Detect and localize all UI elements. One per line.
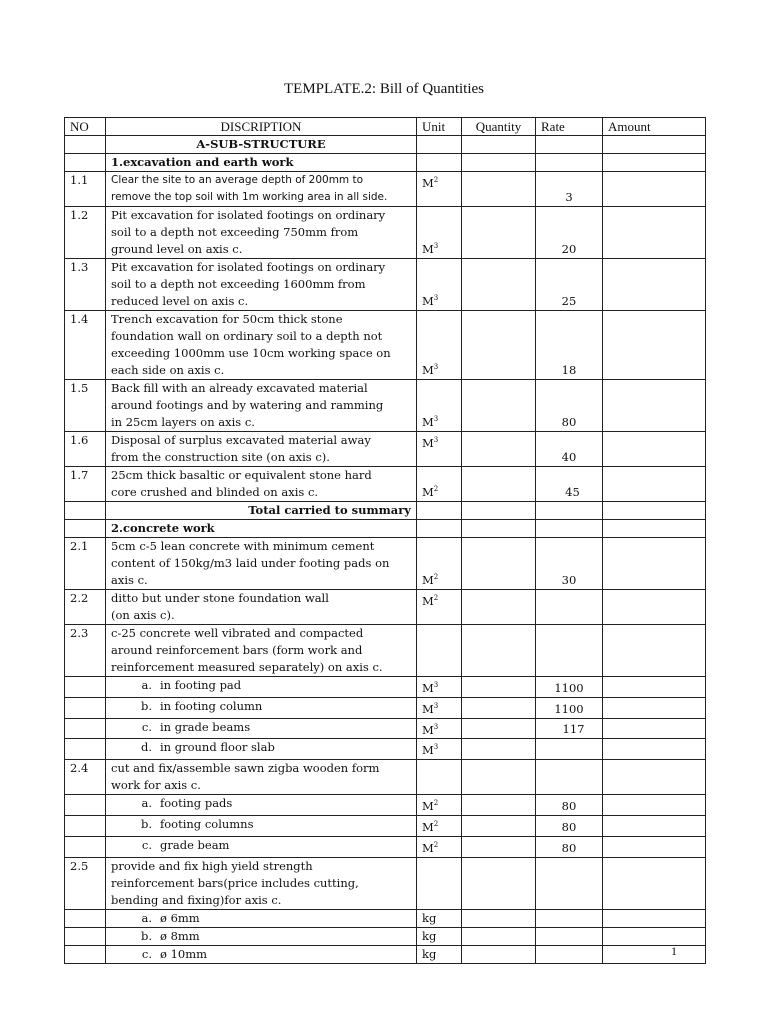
sub-item-row: [65, 909, 706, 927]
item-number: 1.6: [65, 432, 106, 467]
item-unit: $M^2$: [417, 816, 462, 837]
item-unit: $M^2$: [417, 795, 462, 816]
item-unit: $M^3$: [417, 432, 462, 467]
header-rate: Rate: [536, 118, 603, 136]
table-row: [65, 538, 706, 590]
header-quantity: Quantity: [462, 118, 536, 136]
item-amount: [603, 259, 706, 311]
item-description: 5cm c-5 lean concrete with minimum cement content of 150kg/m3 laid under footing pads on axis c.: [106, 538, 417, 590]
item-unit: $M^3$: [417, 739, 462, 760]
item-rate: 80: [536, 795, 603, 816]
item-description: cut and fix/assemble sawn zigba wooden form work for axis c.: [106, 760, 417, 795]
item-quantity: [462, 432, 536, 467]
sub-item-row: [65, 816, 706, 837]
item-rate: 80: [536, 380, 603, 432]
table-row: [65, 259, 706, 311]
sub-item-row: [65, 836, 706, 857]
item-quantity: [462, 259, 536, 311]
header-unit: Unit: [417, 118, 462, 136]
item-quantity: [462, 467, 536, 502]
sub-item-row: [65, 697, 706, 718]
header-no: NO: [65, 118, 106, 136]
item-unit: $M^3$: [417, 380, 462, 432]
item-description: Back fill with an already excavated material around footings and by watering and ramming in 25cm layers on axis c.: [106, 380, 417, 432]
item-number: 1.3: [65, 259, 106, 311]
bill-of-quantities-table: [64, 117, 706, 964]
item-description: Pit excavation for isolated footings on ordinary soil to a depth not exceeding 1600mm from reduced level on axis c.: [106, 259, 417, 311]
sub-item-row: [65, 945, 706, 963]
group-row: [65, 154, 706, 172]
item-unit: $M^3$: [417, 697, 462, 718]
item-unit: $M^2$: [417, 467, 462, 502]
item-number: 2.4: [65, 760, 106, 795]
item-rate: 80: [536, 836, 603, 857]
item-unit: $M^3$: [417, 259, 462, 311]
item-number: 2.5: [65, 857, 106, 909]
item-description: Pit excavation for isolated footings on ordinary soil to a depth not exceeding 750mm from ground level on axis c.: [106, 207, 417, 259]
item-number: 1.2: [65, 207, 106, 259]
group-title: 2.concrete work: [106, 520, 417, 538]
item-number: 2.3: [65, 625, 106, 677]
item-amount: [603, 380, 706, 432]
item-description: ditto but under stone foundation wall (on axis c).: [106, 590, 417, 625]
sub-item-row: [65, 718, 706, 739]
group-title: 1.excavation and earth work: [106, 154, 417, 172]
table-row: [65, 857, 706, 909]
item-rate: 18: [536, 311, 603, 380]
table-row: [65, 760, 706, 795]
item-number: 2.2: [65, 590, 106, 625]
sub-item-description: a. footing pads: [106, 795, 417, 816]
item-number: 1.7: [65, 467, 106, 502]
item-description: Disposal of surplus excavated material away from the construction site (on axis c).: [106, 432, 417, 467]
section-title: A-SUB-STRUCTURE: [106, 136, 417, 154]
item-amount: [603, 172, 706, 207]
item-unit: $M^3$: [417, 311, 462, 380]
item-rate: 1100: [536, 677, 603, 698]
item-quantity: [462, 207, 536, 259]
item-amount: [603, 590, 706, 625]
table-row: [65, 467, 706, 502]
item-unit: $M^2$: [417, 590, 462, 625]
item-amount: [603, 538, 706, 590]
sub-item-description: b. ø 8mm: [106, 927, 417, 945]
item-unit: $M^2$: [417, 538, 462, 590]
item-unit: kg: [417, 927, 462, 945]
item-rate: 80: [536, 816, 603, 837]
item-rate: 25: [536, 259, 603, 311]
item-number: 2.1: [65, 538, 106, 590]
table-header-row: [65, 118, 706, 136]
item-amount: [603, 207, 706, 259]
item-unit: $M^3$: [417, 718, 462, 739]
item-rate: 117: [536, 718, 603, 739]
item-unit: kg: [417, 909, 462, 927]
header-description: DISCRIPTION: [106, 118, 417, 136]
item-amount: [603, 311, 706, 380]
page-number: 1: [671, 944, 677, 958]
group-row: [65, 520, 706, 538]
sub-item-description: c. grade beam: [106, 836, 417, 857]
sub-item-description: b. footing columns: [106, 816, 417, 837]
sub-item-description: a. in footing pad: [106, 677, 417, 698]
item-rate: [536, 590, 603, 625]
section-row: [65, 136, 706, 154]
item-number: 1.4: [65, 311, 106, 380]
sub-item-description: c. ø 10mm: [106, 945, 417, 963]
item-amount: [603, 432, 706, 467]
table-row: [65, 380, 706, 432]
item-number: 1.1: [65, 172, 106, 207]
item-quantity: [462, 538, 536, 590]
sub-item-description: a. ø 6mm: [106, 909, 417, 927]
item-rate: 3: [536, 172, 603, 207]
table-row: [65, 625, 706, 677]
sub-item-description: d. in ground floor slab: [106, 739, 417, 760]
sub-item-description: c. in grade beams: [106, 718, 417, 739]
item-number: 1.5: [65, 380, 106, 432]
item-rate: 40: [536, 432, 603, 467]
item-description: c-25 concrete well vibrated and compacted around reinforcement bars (form work and reinforcement measured separately) on axis c.: [106, 625, 417, 677]
table-row: [65, 172, 706, 207]
item-quantity: [462, 311, 536, 380]
sub-item-row: [65, 795, 706, 816]
item-unit: kg: [417, 945, 462, 963]
sub-item-description: b. in footing column: [106, 697, 417, 718]
item-unit: $M^3$: [417, 677, 462, 698]
total-label: Total carried to summary: [106, 502, 417, 520]
sub-item-row: [65, 927, 706, 945]
table-row: [65, 311, 706, 380]
table-row: [65, 207, 706, 259]
item-rate: 1100: [536, 697, 603, 718]
item-description: provide and fix high yield strength reinforcement bars(price includes cutting, bending and fixing)for axis c.: [106, 857, 417, 909]
sub-item-row: [65, 677, 706, 698]
item-rate: 30: [536, 538, 603, 590]
item-description: Clear the site to an average depth of 200mm to remove the top soil with 1m working area in all side.: [106, 172, 417, 207]
item-unit: $M^3$: [417, 207, 462, 259]
item-rate: 45: [536, 467, 603, 502]
header-amount: Amount: [603, 118, 706, 136]
item-unit: $M^2$: [417, 172, 462, 207]
sub-item-row: [65, 739, 706, 760]
item-description: Trench excavation for 50cm thick stone foundation wall on ordinary soil to a depth not exceeding 1000mm use 10cm working space on each side on axis c.: [106, 311, 417, 380]
item-unit: $M^2$: [417, 836, 462, 857]
item-rate: 20: [536, 207, 603, 259]
item-description: 25cm thick basaltic or equivalent stone hard core crushed and blinded on axis c.: [106, 467, 417, 502]
table-row: [65, 590, 706, 625]
table-row: [65, 432, 706, 467]
document-title: TEMPLATE.2: Bill of Quantities: [284, 81, 484, 97]
item-quantity: [462, 380, 536, 432]
item-amount: [603, 467, 706, 502]
item-quantity: [462, 172, 536, 207]
item-quantity: [462, 590, 536, 625]
total-row: [65, 502, 706, 520]
